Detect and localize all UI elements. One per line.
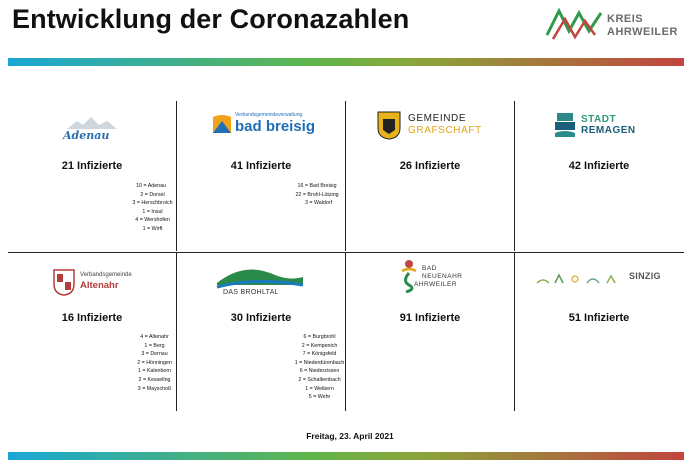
altenahr-crest-icon xyxy=(52,268,76,296)
cell-remagen xyxy=(515,101,683,251)
list-item: 1 = Berg xyxy=(144,342,165,349)
sinzig-name: SINZIG xyxy=(629,271,661,281)
infected-count: 91 Infizierte xyxy=(399,312,461,324)
remagen-mark-icon xyxy=(553,109,577,139)
list-item: 4 = Altenahr xyxy=(140,334,169,340)
list-item: 22 = Brohl-Lützing xyxy=(295,191,339,198)
brohltal-name: DAS BROHLTAL xyxy=(223,289,279,296)
breakdown-list xyxy=(8,333,176,393)
bad-neuenahr-logo xyxy=(346,259,514,295)
grafschaft-logo xyxy=(346,109,514,145)
altenahr-line1: Verbandsgemeinde xyxy=(80,272,132,278)
infected-count: 51 Infizierte xyxy=(568,312,630,324)
infected-count: 42 Infizierte xyxy=(568,160,630,172)
breakdown-list xyxy=(177,333,345,402)
cell-bad-breisig xyxy=(177,101,345,251)
sinzig-logo xyxy=(515,261,683,297)
list-item: 16 = Bad Breisig xyxy=(297,183,337,189)
cell-altenahr xyxy=(8,253,176,411)
altenahr-logo xyxy=(8,267,176,303)
adenau-name: Adenau xyxy=(63,129,110,142)
list-item: 2 = Kesseling xyxy=(138,376,171,383)
bad-breisig-name: bad breisig xyxy=(235,118,316,135)
bad-breisig-sub: Verbandsgemeindeverwaltung xyxy=(235,112,303,118)
bad-neuenahr-line1: BAD xyxy=(422,265,437,272)
breakdown-list xyxy=(8,182,176,234)
list-item: 6 = Niederzissen xyxy=(299,368,340,375)
top-gradient-bar xyxy=(8,58,684,66)
cell-brohltal xyxy=(177,253,345,411)
list-item: 1 = Weibern xyxy=(305,385,334,392)
report-date: Freitag, 23. April 2021 xyxy=(306,431,394,441)
list-item: 3 = Herschbroich xyxy=(132,200,173,207)
altenahr-line2: Altenahr xyxy=(80,280,119,291)
breakdown-list xyxy=(177,182,345,208)
cell-adenau xyxy=(8,101,176,251)
brand-line1: KREIS xyxy=(607,13,644,25)
bad-neuenahr-line3: AHRWEILER xyxy=(414,281,458,288)
list-item: 2 = Kempenich xyxy=(301,342,338,349)
sinzig-skyline-icon xyxy=(535,267,625,287)
brohltal-hills-icon xyxy=(215,263,305,289)
list-item: 1 = Insul xyxy=(142,208,163,215)
brohltal-logo xyxy=(177,261,345,297)
cell-sinzig xyxy=(515,253,683,411)
list-item: 3 = Dernau xyxy=(141,351,168,358)
list-item: 1 = Niederdürenbach xyxy=(294,359,345,366)
list-item: 2 = Dorsel xyxy=(140,191,165,198)
remagen-logo xyxy=(515,109,683,145)
remagen-line1: STADT xyxy=(581,114,617,125)
list-item: 7 = Königsfeld xyxy=(302,351,337,358)
list-item: 3 = Waldorf xyxy=(304,200,333,207)
coat-of-arms-icon xyxy=(376,110,402,140)
list-item: 1 = Kalenborn xyxy=(137,368,172,375)
kreis-ahrweiler-logo xyxy=(545,5,685,43)
infected-count: 21 Infizierte xyxy=(61,160,123,172)
cell-bad-neuenahr xyxy=(346,253,514,411)
kreis-logo-mark-icon xyxy=(545,5,605,43)
infected-count: 30 Infizierte xyxy=(230,312,292,324)
bad-neuenahr-line2: NEUENAHR xyxy=(422,273,463,280)
list-item: 6 = Burgbrohl xyxy=(303,334,336,340)
infected-count: 16 Infizierte xyxy=(61,312,123,324)
grafschaft-line1: GEMEINDE xyxy=(408,113,467,124)
list-item: 4 = Wershofen xyxy=(135,217,170,224)
bottom-gradient-bar xyxy=(8,452,684,460)
bad-breisig-logo xyxy=(177,109,345,145)
adenau-logo xyxy=(8,109,176,145)
list-item: 3 = Mayschoß xyxy=(137,385,172,392)
list-item: 2 = Hönningen xyxy=(137,359,172,366)
list-item: 10 = Adenau xyxy=(136,183,167,189)
infected-count: 41 Infizierte xyxy=(230,160,292,172)
remagen-line2: REMAGEN xyxy=(581,125,636,136)
page-title: Entwicklung der Coronazahlen xyxy=(12,4,410,34)
cell-grafschaft xyxy=(346,101,514,251)
list-item: 1 = Wirft xyxy=(142,225,163,232)
list-item: 5 = Wehr xyxy=(308,394,331,401)
bad-breisig-mark-icon xyxy=(211,113,233,135)
brand-line2: AHRWEILER xyxy=(607,26,678,38)
infected-count: 26 Infizierte xyxy=(399,160,461,172)
grafschaft-line2: GRAFSCHAFT xyxy=(408,125,482,136)
list-item: 2 = Schalkenbach xyxy=(298,376,341,383)
